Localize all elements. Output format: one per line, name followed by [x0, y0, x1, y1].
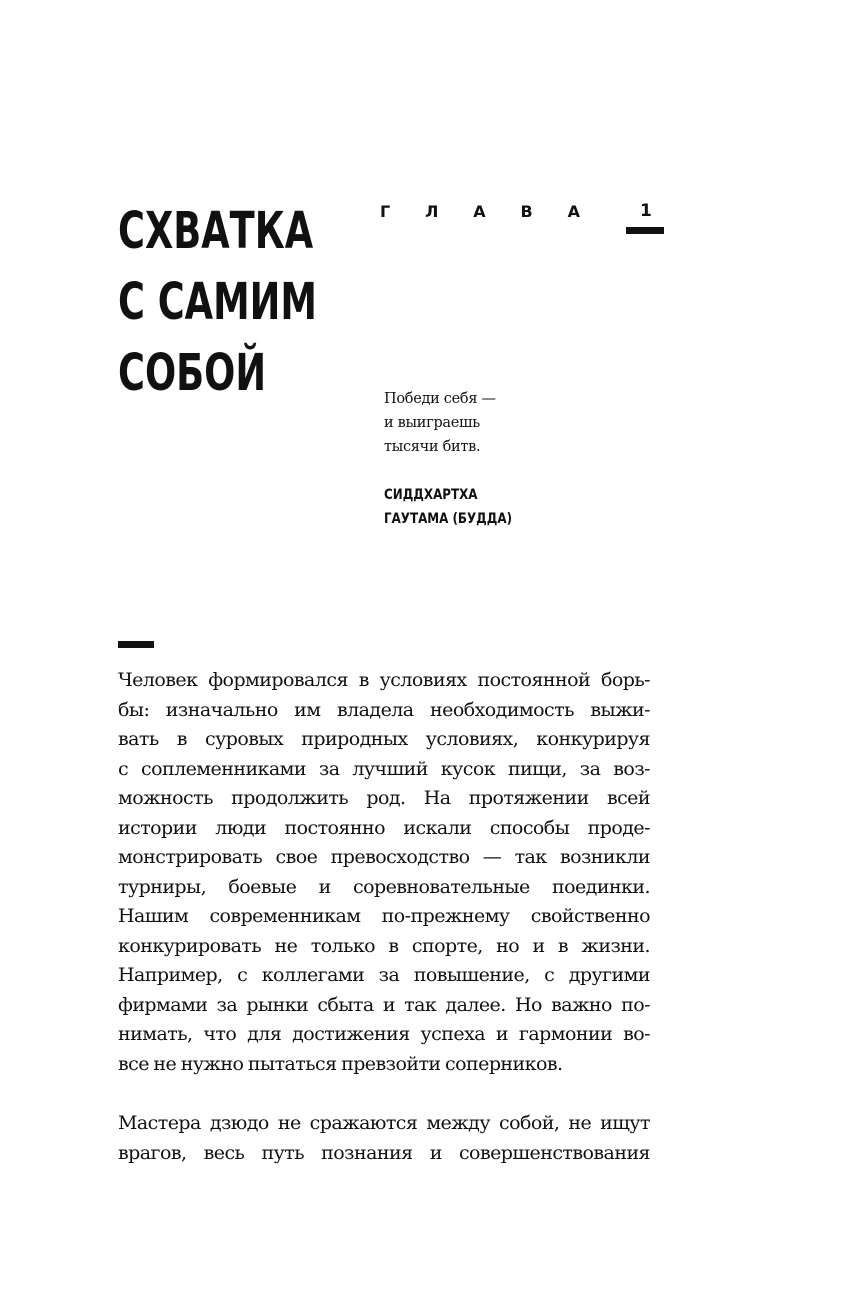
body-line: можность продолжить род. На протяжении всей	[118, 787, 650, 809]
body-line: все не нужно пытаться превзойти соперников.	[118, 1052, 563, 1075]
epigraph-author	[384, 483, 512, 531]
chapter-label-letter: В	[520, 202, 533, 221]
body-line: Человек формировался в условиях постоянной борь-	[118, 669, 650, 691]
chapter-label-letter: Г	[380, 202, 391, 221]
body-line: врагов, весь путь познания и совершенствования	[118, 1141, 650, 1164]
body-line: вать в суровых природных условиях, конкурируя	[118, 728, 650, 750]
chapter-title	[118, 196, 317, 409]
body-line: бы: изначально им владела необходимость выжи-	[118, 698, 650, 721]
paragraph-2	[118, 1109, 650, 1168]
epigraph-line: и выиграешь	[384, 415, 480, 431]
chapter-number-underline	[626, 227, 664, 234]
epigraph-line: тысячи битв.	[384, 439, 481, 455]
body-line: с соплеменниками за лучший кусок пищи, за воз-	[118, 757, 650, 780]
chapter-label-letter: А	[473, 202, 486, 221]
body-line: нимать, что для достижения успеха и гармонии во-	[118, 1023, 650, 1045]
epigraph-author-line: ГАУТАМА (БУДДА)	[384, 511, 513, 527]
epigraph	[384, 387, 584, 459]
body-line: конкурировать не только в спорте, но и в жизни.	[118, 934, 650, 957]
chapter-label-letter: А	[567, 202, 580, 221]
chapter-title-line: СОБОЙ	[118, 344, 267, 403]
section-marker	[118, 641, 154, 648]
chapter-title-line: С САМИМ	[118, 273, 317, 332]
chapter-label	[380, 202, 580, 222]
body-line: турниры, боевые и соревновательные поединки.	[118, 875, 650, 898]
epigraph-line: Победи себя —	[384, 391, 496, 407]
chapter-number: 1	[640, 201, 652, 221]
epigraph-author-line: СИДДХАРТХА	[384, 487, 478, 503]
body-line: монстрировать свое превосходство — так возникли	[118, 846, 650, 868]
chapter-label-letter: Л	[425, 202, 439, 221]
paragraph-1	[118, 666, 650, 1079]
body-line: Нашим современникам по-прежнему свойственно	[118, 905, 650, 927]
body-line: истории люди постоянно искали способы проде-	[118, 816, 650, 839]
body-line: Например, с коллегами за повышение, с другими	[118, 964, 650, 986]
body-line: фирмами за рынки сбыта и так далее. Но важно по-	[118, 993, 650, 1016]
body-line: Мастера дзюдо не сражаются между собой, не ищут	[118, 1112, 650, 1134]
body-text	[118, 666, 650, 1198]
chapter-title-line: СХВАТКА	[118, 202, 314, 261]
